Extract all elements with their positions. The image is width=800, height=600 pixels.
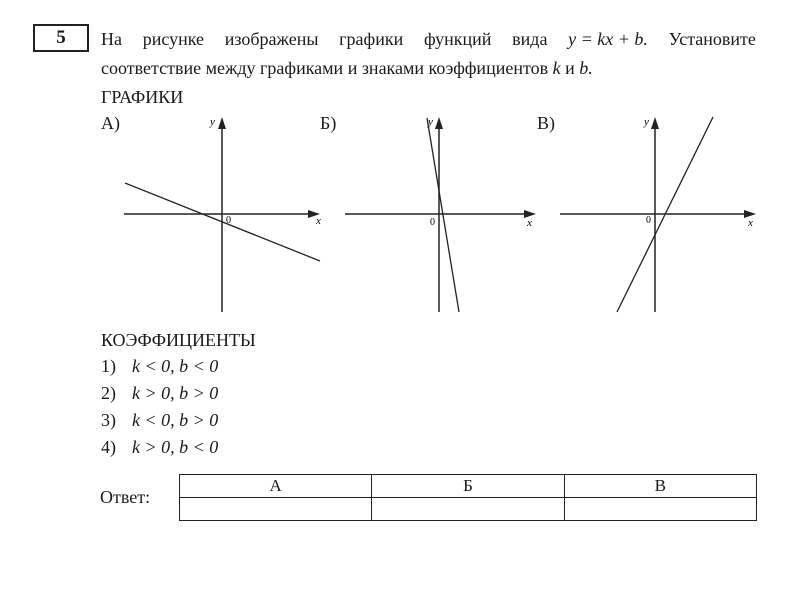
answer-table [179, 474, 757, 521]
coef-k-symbol: k [552, 58, 561, 78]
question-word: графики [339, 29, 404, 49]
option-text: k > 0, b < 0 [132, 437, 219, 457]
answer-cell-a[interactable] [180, 498, 372, 521]
option-number: 3) [101, 410, 116, 430]
question-word: изображены [224, 29, 319, 49]
coefficients-heading: КОЭФФИЦИЕНТЫ [101, 330, 256, 350]
function-line-b [427, 118, 459, 312]
coefficient-option [101, 410, 218, 431]
graphs-heading: ГРАФИКИ [101, 87, 184, 107]
x-axis-label: x [527, 217, 532, 229]
answer-header-b: Б [372, 475, 564, 498]
graph-v [560, 116, 756, 312]
y-axis-arrow-icon [435, 117, 443, 129]
question-word: вида [512, 29, 548, 49]
coefficient-option [101, 383, 218, 404]
origin-label: 0 [430, 217, 435, 228]
option-text: k > 0, b > 0 [132, 383, 219, 403]
task-number: 5 [33, 24, 89, 52]
option-text: k < 0, b > 0 [132, 410, 219, 430]
answer-input-row [180, 498, 757, 521]
option-text: k < 0, b < 0 [132, 356, 219, 376]
question-text: соответствие между графиками и знаками коэффициентов [101, 58, 549, 78]
origin-label: 0 [646, 215, 651, 226]
question-word: рисунке [142, 29, 205, 49]
answer-header-a: А [180, 475, 372, 498]
graph-label-v: В) [537, 113, 555, 133]
answer-cell-v[interactable] [564, 498, 756, 521]
y-axis-arrow-icon [651, 117, 659, 129]
function-formula: y = kx + b. [568, 29, 648, 49]
answer-header-row [180, 475, 757, 498]
graph-label-a: А) [101, 113, 120, 133]
question-word: На [101, 29, 122, 49]
y-axis-label: y [644, 116, 649, 128]
option-number: 2) [101, 383, 116, 403]
question-and: и [565, 58, 575, 78]
y-axis-label: y [210, 116, 215, 128]
graph-b [345, 116, 536, 312]
x-axis-label: x [316, 215, 321, 227]
graph-label-b: Б) [320, 113, 337, 133]
option-number: 1) [101, 356, 116, 376]
x-axis-label: x [748, 217, 753, 229]
question-word: функций [423, 29, 492, 49]
answer-cell-b[interactable] [372, 498, 564, 521]
y-axis-label: y [428, 116, 433, 128]
y-axis-arrow-icon [218, 117, 226, 129]
answer-label: Ответ: [100, 487, 151, 507]
graph-a [124, 116, 321, 312]
origin-label: 0 [226, 215, 231, 226]
question-word: Установите [668, 29, 756, 49]
coefficient-option [101, 356, 218, 377]
coef-b-symbol: b. [579, 58, 593, 78]
coefficient-option [101, 437, 218, 458]
option-number: 4) [101, 437, 116, 457]
answer-header-v: В [564, 475, 756, 498]
